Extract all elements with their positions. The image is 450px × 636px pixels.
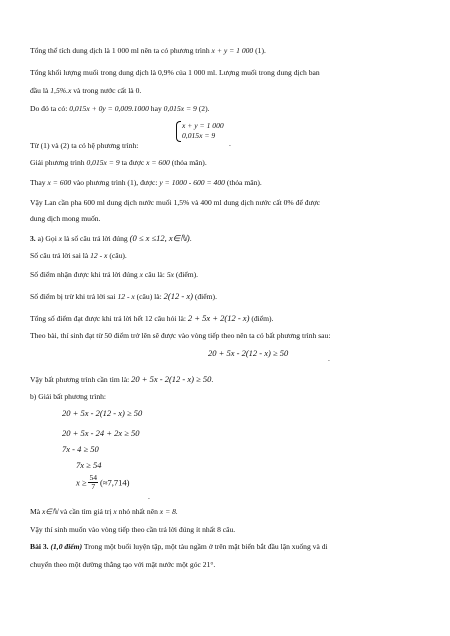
inequality-line: 20 + 5x - 2(12 - x) ≥ 50	[208, 348, 289, 358]
text-line: dung dịch mong muốn.	[30, 214, 101, 223]
text-line: Do đó ta có: 0,015x + 0y = 0,009.1000 hay 0,015x = 9 (2).	[30, 104, 210, 113]
text-line: Bài 3. (1,0 điểm) Trong một buổi luyện tập, một tàu ngầm ở trên mặt biển bắt đầu lặn xuống và di	[30, 542, 328, 551]
text-line: đầu là 1,5%.x và trong nước cất là 0.	[30, 86, 142, 95]
text-line: Số điểm bị trừ khi trả lời sai 12 - x (câu) là: 2(12 - x) (điểm).	[30, 291, 217, 301]
text-line: .	[148, 492, 150, 501]
solution-step: 20 + 5x - 2(12 - x) ≥ 50	[62, 408, 143, 418]
solution-step: 20 + 5x - 24 + 2x ≥ 50	[62, 428, 140, 438]
text-line: Tổng khối lượng muối trong dung dịch là 0,9% của 1 000 ml. Lượng muối trong dung dịch ban	[30, 68, 320, 77]
text-line: Tổng thể tích dung dịch là 1 000 ml nên ta có phương trình x + y = 1 000 (1).	[30, 46, 266, 55]
text-line: 3. a) Gọi x là số câu trả lời đúng (0 ≤ x ≤12, x∈ℕ).	[30, 233, 192, 243]
text-line: Số điểm nhận được khi trả lời đúng x câu là: 5x (điểm).	[30, 270, 199, 279]
text-line: Từ (1) và (2) ta có hệ phương trình:	[30, 141, 139, 150]
text-line: .	[328, 354, 330, 363]
text-line: Tổng số điểm đạt được khi trả lời hết 12 câu hỏi là: 2 + 5x + 2(12 - x) (điểm).	[30, 313, 274, 323]
text-line: Vậy Lan cần pha 600 ml dung dịch nước muối 1,5% và 400 ml dung dịch nước cất 0% để được	[30, 198, 321, 207]
text-line: Số câu trả lời sai là 12 - x (câu).	[30, 251, 127, 260]
text-line: chuyển theo một đường thẳng tạo với mặt nước một góc 21°.	[30, 560, 216, 569]
solution-step: x ≥ $\frac{54}{7}$ (≈7,714)	[76, 473, 130, 492]
text-line: Theo bài, thí sinh đạt từ 50 điểm trở lên sẽ được vào vòng tiếp theo nên ta có bất phương trình sau:	[30, 331, 331, 340]
solution-step: 7x - 4 ≥ 50	[62, 444, 99, 454]
text-line: Mà x∈ℕ và cần tìm giá trị x nhỏ nhất nên x = 8.	[30, 507, 178, 516]
fraction: $\frac{54}{7}$	[89, 473, 98, 492]
text-line: b) Giải bất phương trình:	[30, 392, 107, 401]
equation-system: x + y = 1 000 0,015x = 9	[174, 121, 224, 142]
text-line: Vậy thí sinh muốn vào vòng tiếp theo cần trả lời đúng ít nhất 8 câu.	[30, 525, 236, 534]
text-line: Thay x = 600 vào phương trình (1), được: y = 1000 - 600 = 400 (thỏa mãn).	[30, 178, 262, 187]
text-line: .	[229, 139, 231, 148]
text-line: Giải phương trình 0,015x = 9 ta được x = 600 (thỏa mãn).	[30, 158, 207, 167]
text-line: Vậy bất phương trình cần tìm là: 20 + 5x - 2(12 - x) ≥ 50.	[30, 374, 214, 384]
solution-step: 7x ≥ 54	[76, 460, 102, 470]
